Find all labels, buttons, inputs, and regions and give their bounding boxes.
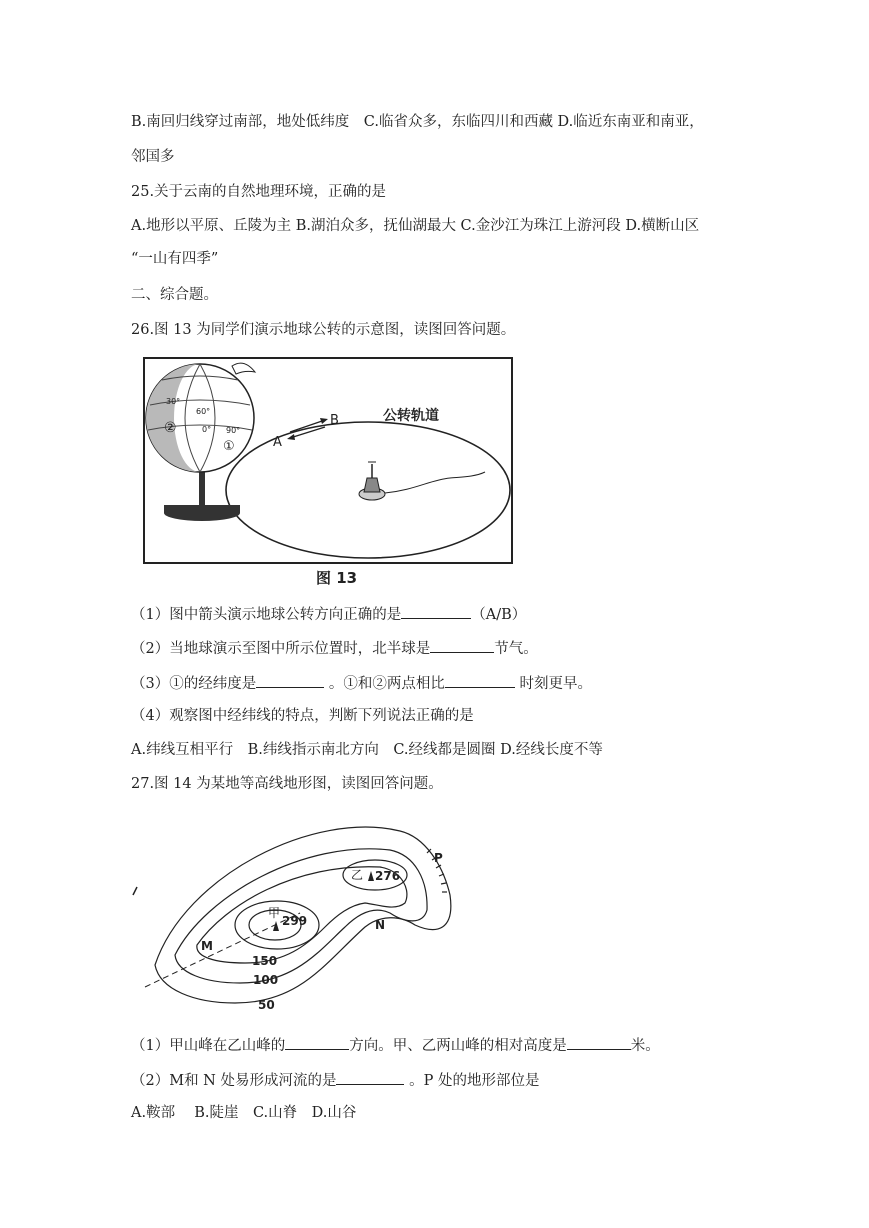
figure-14 <box>125 815 470 1015</box>
q27-options: A.鞍部 B.陡崖 C.山脊 D.山谷 <box>131 1105 357 1121</box>
q26-sub1: （1）图中箭头演示地球公转方向正确的是 （A/B） <box>131 603 526 625</box>
q26-sub4: （4）观察图中经纬线的特点，判断下列说法正确的是 <box>131 708 474 724</box>
q27-sub1: （1）甲山峰在乙山峰的 方向。甲、乙两山峰的相对高度是 米。 <box>131 1034 660 1056</box>
q25-options-cont: “一山有四季” <box>131 251 219 267</box>
q26-sub3: （3）①的经纬度是 。①和②两点相比 时刻更早。 <box>131 672 592 694</box>
label-p: P <box>434 851 443 865</box>
orbit-label: 公转轨道 <box>383 408 439 424</box>
label-b: B <box>330 413 339 428</box>
peak-yi-elevation: 276 <box>375 869 401 883</box>
answer-blank[interactable] <box>336 1069 404 1085</box>
q26-options: A.纬线互相平行 B.纬线指示南北方向 C.经线都是圆圈 D.经线长度不等 <box>131 742 603 758</box>
q24-options-line-cont: 邻国多 <box>131 149 175 165</box>
answer-blank[interactable] <box>401 603 471 619</box>
q25-stem: 25.关于云南的自然地理环境，正确的是 <box>131 184 387 200</box>
figure-13-caption: 图 13 <box>316 569 358 587</box>
q26-stem: 26.图 13 为同学们演示地球公转的示意图，读图回答问题。 <box>131 322 516 338</box>
peak-jia-elevation: 299 <box>282 914 308 928</box>
peak-yi-label: 乙 <box>351 868 364 882</box>
q27-stem: 27.图 14 为某地等高线地形图，读图回答问题。 <box>131 776 443 792</box>
globe <box>146 363 255 472</box>
point-1: ① <box>223 439 235 454</box>
peak-jia-label: 甲 <box>268 906 281 920</box>
answer-blank[interactable] <box>567 1034 631 1050</box>
answer-blank[interactable] <box>256 672 324 688</box>
q24-options-line: B.南回归线穿过南部，地处低纬度 C.临省众多，东临四川和西藏 D.临近东南亚和南亚， <box>131 114 704 130</box>
q27-sub2: （2）M和 N 处易形成河流的是 。P 处的地形部位是 <box>131 1069 539 1091</box>
label-a: A <box>273 435 282 450</box>
answer-blank[interactable] <box>285 1034 349 1050</box>
q26-sub2: （2）当地球演示至图中所示位置时，北半球是 节气。 <box>131 637 538 659</box>
answer-blank[interactable] <box>445 672 515 688</box>
answer-blank[interactable] <box>430 637 494 653</box>
contour-label-100: 100 <box>253 973 279 987</box>
section-heading: 二、综合题。 <box>131 287 218 303</box>
label-m: M <box>201 939 213 953</box>
label-lat60: 60° <box>196 407 211 416</box>
label-lat0: 0° <box>202 425 212 434</box>
label-lon90: 90° <box>226 426 241 435</box>
figure-13 <box>140 350 520 590</box>
label-lat30: 30° <box>166 397 181 406</box>
point-2: ② <box>164 420 177 436</box>
q25-options: A.地形以平原、丘陵为主 B.湖泊众多，抚仙湖最大 C.金沙江为珠江上游河段 D.横断山区 <box>131 218 700 234</box>
label-n: N <box>375 918 386 932</box>
contour-label-150: 150 <box>252 954 278 968</box>
contour-label-50: 50 <box>258 998 275 1012</box>
